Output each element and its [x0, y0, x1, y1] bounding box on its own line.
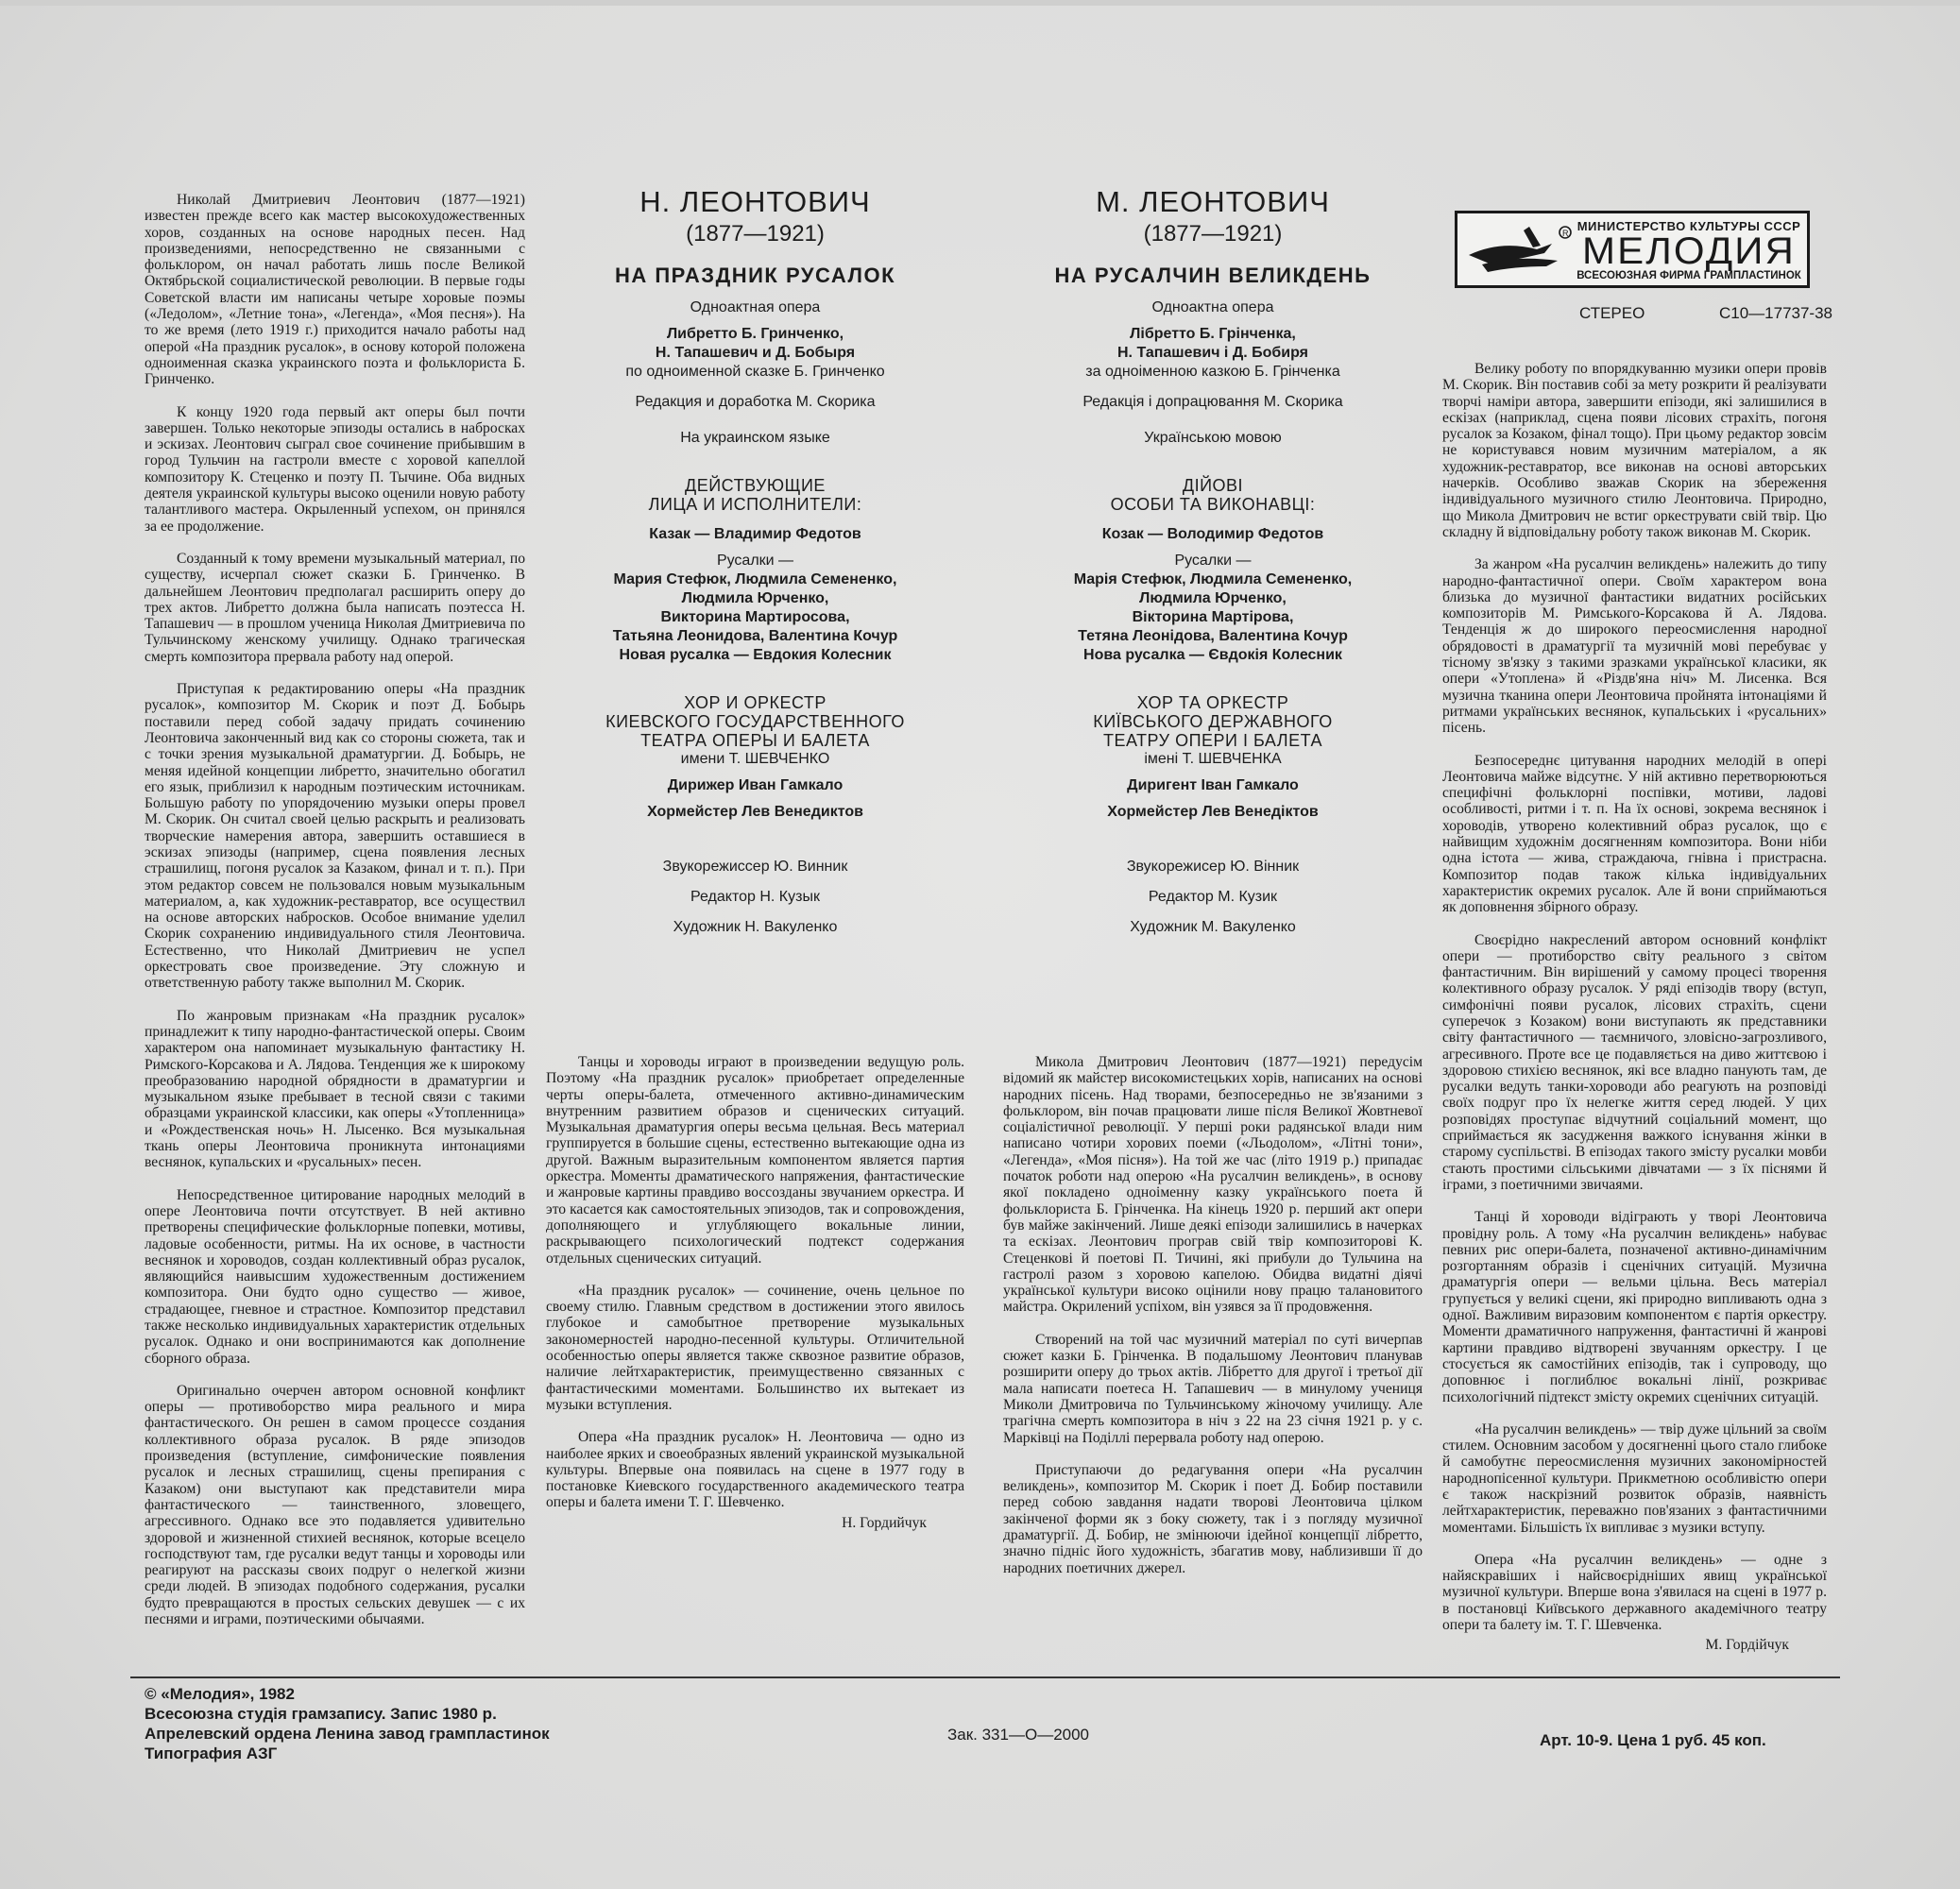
studio-line: Всесоюзна студія грамзапису. Запис 1980 р.	[145, 1705, 497, 1723]
essay-paragraph: Николай Дмитриевич Леонтович (1877—1921) известен прежде всего как мастер высокохудожественных хоров, созданных на основе народных песен. Над произведениями, непосредственно не связанными с фольклором, он начал работать лишь после Великой Октябрьской социалистической революции. В первые годы Советской власти им написаны четыре хоровые поэмы («Ледолом», «Летние тона», «Легенда», «Моя песня»). На то же время (лето 1919 г.) приходится начало работы над оперой «На праздник русалок», в основу которой положена одноименная сказка украинского поэта и фольклориста Б. Гринченко.	[145, 192, 525, 388]
essay-ukrainian-middle-column	[1003, 1054, 1423, 1576]
essay-signature: Н. Гордийчук	[842, 1514, 927, 1531]
cast-heading: ОСОБИ ТА ВИКОНАВЦІ:	[1110, 495, 1316, 514]
cast-line: Тетяна Леонідова, Валентина Кочур	[1078, 628, 1348, 644]
composer-name: М. ЛЕОНТОВИЧ	[1096, 185, 1330, 218]
conductor-line: Дирижер Иван Гамкало	[667, 777, 844, 793]
edition-line: Редакція і допрацювання М. Скорика	[1082, 394, 1343, 410]
crew-line: Редактор М. Кузик	[1148, 889, 1278, 905]
cast-line: Вікторина Мартірова,	[1132, 609, 1294, 625]
essay-russian-left-column	[145, 192, 525, 1627]
essay-paragraph: Непосредственное цитирование народных мелодий в опере Леонтовича почти отсутствует. В ней активно претворены специфические фольклорные попевки, мотивы, ладовые особенности, ритмы. На их основе, в частности веснянок и хороводов, создан коллективный образ русалок, являющийся наивысшим художественным достижением композитора. Они будто одно существо — живое, страдающее, гневное и страстное. Композитор представил также несколько индивидуальных характеристик отдельных русалок. Однако и они воспринимаются как дополнение сборного образа.	[145, 1186, 525, 1367]
essay-paragraph: Микола Дмитрович Леонтович (1877—1921) передусім відомий як майстер високомистецьких хорів, написаних на основі народних пісень. Над творами, безпосередньо не зв'язаними з фольклором, він почав працювати лише після Великої Жовтневої соціалістичної революції. У перші роки радянської влади ним написано чотири хорових поеми («Льодолом», «Літні тони», «Легенда», «Моя пісня»). На той же час (літо 1919 р.) припадає початок роботи над оперою «На русалчин великдень», в основу якої покладено одноіменну казку українського поета й фольклориста Б. Грінченка. На кінець 1920 р. перший акт опери був майже закінчений. Лише деякі епізоди залишились в начерках та ескізах. Леонтович програв свій твір композиторові К. Стеценкові й поетові П. Тичині, які прибули до Тульчина на гастролі разом з хоровою капелою. Обидва видатні діячі української культури високо оцінили нову працю талановитого майстра. Окрилений успіхом, він узявся за її продовження.	[1003, 1054, 1423, 1316]
opera-subtitle: Одноактная опера	[690, 299, 821, 315]
libretto-line: Н. Тапашевич и Д. Бобыря	[655, 345, 856, 361]
crew-line: Звукорежисер Ю. Вінник	[1126, 859, 1300, 875]
cast-line: Козак — Володимир Федотов	[1101, 526, 1324, 542]
crew-line: Художник Н. Вакуленко	[673, 919, 838, 935]
melodiya-logo	[1455, 211, 1810, 288]
essay-paragraph: Оригинально очерчен автором основной конфликт оперы — противоборство мира реального и мира фантастического. Он решен в самом процессе создания коллективного образа русалок. В ряде эпизодов произведения (вступление, симфонические появления русалок и лесных страшилищ, сцены препирания с Казаком) они выступают как представители мира фантастического — таинственного, зловещего, агрессивного. Однако все это подавляется удивительно здоровой и жизненной стихией веснянок, которые всецело господствуют там, где русалки ведут танцы и хороводы или реагируют на рассказы своих подруг о нелегкой жизни среди людей. В эпизодах подобного содержания, русалки будто превращаются в простых сельских девушек — с их песнями и играми, поэтическими обычаями.	[145, 1382, 525, 1628]
conductor-line: Хормейстер Лев Венедіктов	[1107, 804, 1319, 820]
cast-line: Казак — Владимир Федотов	[649, 526, 861, 542]
crew-line: Редактор Н. Кузык	[690, 889, 820, 905]
choir-line: КИЇВСЬКОГО ДЕРЖАВНОГО	[1093, 712, 1333, 731]
cast-line: Мария Стефюк, Людмила Семененко,	[613, 571, 897, 587]
stereo-catalog	[1579, 304, 1832, 323]
cast-line: Новая русалка — Евдокия Колесник	[619, 647, 892, 663]
libretto-line: за одноіменною казкою Б. Грінченка	[1085, 364, 1340, 380]
choir-line: ТЕАТРУ ОПЕРИ І БАЛЕТА	[1102, 731, 1323, 750]
essay-ukrainian-right-column	[1442, 361, 1827, 1654]
logo-firm: ВСЕСОЮЗНАЯ ФИРМА ГРАМПЛАСТИНОК	[1577, 270, 1801, 281]
libretto-line: по одноименной сказке Б. Гринченко	[625, 364, 885, 380]
essay-paragraph: Танці й хороводи відіграють у творі Леонтовича провідну роль. А тому «На русалчин великдень» набуває певних рис опери-балета, позначеної активно-динамічним розгортанням образів і сценічних ситуацій. Музична драматургія опери — вельми цільна. Весь матеріал групується у великі сцени, які природно випливають одна з одної. Важливим виразовим компонентом є партія оркестру. Моменти драматичного напруження, фантастичні й жанрові картини правдиво відтворені звучанням оркестру. І це стосується як самостійних епізодів, так і супроводу, що доповнює і поглиблює вокальні лінії, розкриває психологічний підтекст змісту окремих сценічних ситуацій.	[1442, 1209, 1827, 1405]
edition-line: Редакция и доработка М. Скорика	[635, 394, 876, 410]
price-line: Арт. 10-9. Цена 1 руб. 45 коп.	[1540, 1731, 1766, 1749]
essay-paragraph: Приступая к редактированию оперы «На праздник русалок», композитор М. Скорик и поэт Д. Бобырь поставили перед собой задачу придать сочинению Леонтовича законченный вид как со стороны сюжета, так и с точки зрения музыкальной драматургии. Д. Бобырь, не меняя идейной концепции либретто, значительно обогатил его язык, приблизил к народным поэтическим источникам. Большую работу по упорядочению музыки оперы провел М. Скорик. Он считал своей целью раскрыть и реализовать творческие намерения автора, завершить оставшиеся в эскизах эпизоды (например, сцена появления лесных страшилищ, погоня русалок за Казаком, финал и т. п.). При этом редактор совсем не пользовался новым музыкальным материалом, а, как художник-реставратор, все осуществил на основе авторских набросков. Особое внимание уделил Скорик сохранению индивидуального стиля Леонтовича. Естественно, что Николай Дмитриевич не успел оркестровать свое произведение. Эту сложную и ответственную работу также выполнил М. Скорик.	[145, 681, 525, 992]
essay-paragraph: Велику роботу по впорядкуванню музики опери провів М. Скорик. Він поставив собі за мету розкрити й реалізувати творчі наміри автора, завершити епізоди, які залишилися в ескізах (наприклад, сцена появи лісових страхіть, погоня русалок за Козаком, фінал тощо). При цьому редактор зовсім не користувався новим музичним матеріалом, а як художник-реставратор, все виконав на основі авторських начерків. Особливо зважав Скорик на збереження індивідуального музичного стилю Леонтовича. Природно, що Микола Дмитрович не встиг оркеструвати свій твір. Цю складну й відповідальну роботу також виконав М. Скорик.	[1442, 361, 1827, 540]
order-number: Зак. 331—О—2000	[947, 1726, 1090, 1744]
composer-years: (1877—1921)	[686, 221, 825, 247]
choir-line: ХОР ТА ОРКЕСТР	[1136, 693, 1289, 712]
opera-title: НА РУСАЛЧИН ВЕЛИКДЕНЬ	[1054, 264, 1372, 287]
libretto-line: Лібретто Б. Грінченка,	[1130, 326, 1296, 342]
libretto-line: Н. Тапашевич і Д. Бобиря	[1117, 345, 1308, 361]
footer-imprint	[145, 1684, 550, 1763]
crew-line: Художник М. Вакуленко	[1130, 919, 1296, 935]
cast-line: Марія Стефюк, Людмила Семененко,	[1073, 571, 1353, 587]
essay-paragraph: Створений на той час музичний матеріал по суті вичерпав сюжет казки Б. Грінченка. В подальшому Леонтович планував розширити оперу до трьох актів. Лібретто для другої і третьої дії мала написати поетеса Н. Тапашевич — в минулому учениця Миколи Дмитровича по Тульчинському жіночому училищу. Але трагічна смерть композитора в ніч з 22 на 23 січня 1921 р. у с. Марківці на Поділлі перервала роботу над оперою.	[1003, 1331, 1423, 1446]
composer-name: Н. ЛЕОНТОВИЧ	[639, 185, 871, 218]
melodiya-emblem-icon	[1463, 217, 1577, 283]
opera-title: НА ПРАЗДНИК РУСАЛОК	[614, 264, 896, 287]
top-edge	[0, 0, 1960, 6]
essay-russian-middle-column	[546, 1054, 964, 1531]
composer-years: (1877—1921)	[1143, 221, 1283, 247]
conductor-line: Хормейстер Лев Венедиктов	[647, 804, 863, 820]
svg-text:R: R	[1562, 229, 1569, 238]
essay-paragraph: Созданный к тому времени музыкальный материал, по существу, исчерпал сюжет сказки Б. Гринченко. В дальнейшем Леонтович предполагал расширить оперу до трех актов. Либретто должна была написать поэтесса Н. Тапашевич — в прошлом ученица Николая Дмитриевича по Тульчинскому женскому училищу. Однако трагическая смерть композитора прервала работу над оперой.	[145, 550, 525, 665]
cast-line: Людмила Юрченко,	[681, 590, 829, 606]
plant-line: Апрелевский ордена Ленина завод грампластинок	[145, 1725, 550, 1743]
choir-line: імені Т. ШЕВЧЕНКА	[1144, 751, 1282, 767]
essay-paragraph: Танцы и хороводы играют в произведении ведущую роль. Поэтому «На праздник русалок» приобретает определенные черты оперы-балета, отмеченного активно-динамическим внутренним развитием образов и сценических ситуаций. Музыкальная драматургия оперы весьма цельная. Весь материал группируется в большие сцены, естественно вытекающие одна из другой. Важным выразительным компонентом является партия оркестра. Моменты драматического напряжения, фантастические и жанровые картины правдиво воссозданы звучанием оркестра. И это касается как самостоятельных эпизодов, так и сопровождения, дополняющего и углубляющего вокальные линии, раскрывающего психологический подтекст содержания отдельных сценических ситуаций.	[546, 1054, 964, 1267]
cast-line: Нова русалка — Євдокія Колесник	[1083, 647, 1342, 663]
cast-line: Русалки —	[1174, 553, 1252, 569]
credits-ukrainian	[1003, 185, 1423, 937]
essay-paragraph: Опера «На русалчин великдень» — одне з найяскравіших і найсвоєрідніших явищ української музичної культури. Вперше вона з'явилася на сцені в 1977 р. в постановці Київського державного академічного театру опери та балету ім. Т. Г. Шевченка.	[1442, 1551, 1827, 1634]
language-line: Українською мовою	[1144, 430, 1282, 446]
stereo-label: СТЕРЕО	[1579, 304, 1645, 322]
credits-russian	[546, 185, 964, 937]
essay-paragraph: Приступаючи до редагування опери «На русалчин великдень», композитор М. Скорик і поет Д. Бобир поставили перед собою завдання надати творові Леонтовича цілком закінченої форми як з боку сюжету, так і з погляду музичної драматургії. Д. Бобир, не змінюючи ідейної концепції лібретто, значно підніс його художність, збагатив мову, наблизивши її до народних поетичних джерел.	[1003, 1461, 1423, 1576]
essay-paragraph: Безпосереднє цитування народних мелодій в опері Леонтовича майже відсутнє. У ній активно перетворюються специфічні фольклорні поспівки, мотиви, ладові особливості, ритми і т. п. На їх основі, зокрема веснянок і хороводів, утворено колективний образ русалок, що є найвищим художнім досягненням композитора. Вони ніби одна істота — жива, страждаюча, гнівна і пристрасна. Композитор подав також кілька індивідуальних характеристик окремих русалок. Але й вони сприймаються як доповнення збірного образу.	[1442, 752, 1827, 916]
cast-heading: ЛИЦА И ИСПОЛНИТЕЛИ:	[648, 495, 862, 514]
cast-line: Татьяна Леонидова, Валентина Кочур	[612, 628, 898, 644]
libretto-line: Либретто Б. Гринченко,	[666, 326, 844, 342]
cast-line: Викторина Мартиросова,	[660, 609, 850, 625]
footer-rule	[130, 1676, 1840, 1678]
copyright: © «Мелодия», 1982	[145, 1685, 295, 1703]
cast-line: Людмила Юрченко,	[1139, 590, 1287, 606]
choir-line: КИЕВСКОГО ГОСУДАРСТВЕННОГО	[605, 712, 905, 731]
essay-paragraph: К концу 1920 года первый акт оперы был почти завершен. Только некоторые эпизоды остались в набросках и эскизах. Леонтович сыграл свое сочинение прибывшим в город Тульчин на гастроли вместе с хоровой капеллой композитору К. Стеценко и поэту П. Тычине. Оба видных деятеля украинской культуры высоко оценили новую работу талантливого мастера. Окрыленный успехом, он принялся за ее продолжение.	[145, 403, 525, 535]
essay-paragraph: Своєрідно накреслений автором основний конфлікт опери — протиборство світу реального з світом фантастичним. Він вирішений у самому процесі творення колективного образу русалок. У ряді епізодів твору (вступ, симфонічні появи русалок, лісових страхіть, сцени суперечок з Козаком) вони виступають як представники світу фантастичного — таємничого, зловісно-загрозливого, агресивного. Проте все це подавляється на диво життєвою і здоровою стихією веснянок, які все владно панують там, де русалки ведуть танки-хороводи або реагують на розповіді своїх подруг про їх нелегке життя серед людей. У цих розповідях проступає відчутний соціальний момент, що сприймається як засудження важкого існування жінки в старому суспільстві. В епізодах такого змісту русалки мовби стають простими сільськими дівчатами — з їх піснями й іграми, з поетичними звичаями.	[1442, 931, 1827, 1193]
print-line: Типография АЗГ	[145, 1744, 278, 1762]
cast-line: Русалки —	[716, 553, 794, 569]
opera-subtitle: Одноактна опера	[1151, 299, 1274, 315]
logo-brand: МЕЛОДИЯ	[1582, 230, 1796, 272]
catalog-number: С10—17737-38	[1718, 304, 1832, 322]
choir-line: ТЕАТРА ОПЕРЫ И БАЛЕТА	[640, 731, 870, 750]
crew-line: Звукорежиссер Ю. Винник	[662, 859, 848, 875]
language-line: На украинском языке	[680, 430, 830, 446]
essay-paragraph: По жанровым признакам «На праздник русалок» принадлежит к типу народно-фантастической оперы. Своим характером она напоминает музыкальную фантастику Н. Римского-Корсакова и А. Лядова. Тенденция же к широкому преобразованию народной обрядности в драматургии и музыкальном языке пребывает в тесной связи с такими образцами украинской классики, как оперы «Утопленница» и «Рождественская ночь» Н. Лысенко. Вся музыкальная ткань оперы Леонтовича проникнута интонациями веснянок, купальских и «русальных» песен.	[145, 1007, 525, 1171]
choir-line: имени Т. ШЕВЧЕНКО	[680, 751, 830, 767]
essay-paragraph: «На русалчин великдень» — твір дуже цільний за своїм стилем. Основним засобом у досягненні цього стало глибоке й самобутнє переосмислення музичних закономірностей народнопісенної культури. Прикметною особливістю опери є також наскрізний розвиток образів, наявність лейтхарактеристик, переважно пов'язаних з фантастичними моментами. Більшість їх випливає з музики вступу.	[1442, 1421, 1827, 1536]
cast-heading: ДІЙОВІ	[1182, 476, 1244, 495]
choir-line: ХОР И ОРКЕСТР	[684, 693, 827, 712]
logo-ministry: МИНИСТЕРСТВО КУЛЬТУРЫ СССР	[1577, 219, 1801, 233]
essay-paragraph: За жанром «На русалчин великдень» належить до типу народно-фантастичної опери. Своїм характером вона близька до музичної фантастики видатних російських композиторів М. Римського-Корсакова й А. Лядова. Тенденція ж до широкого переосмислення народної обрядовості в драматургії та музичній мові перебуває у тісному зв'язку з такими зразками української класики, як опери «Утоплена» й «Різдв'яна ніч» М. Лисенка. Вся музична тканина опери Леонтовича пройнята інтонаціями й ритмами українських веснянок, купальських і «русальних» пісень.	[1442, 556, 1827, 737]
essay-paragraph: «На праздник русалок» — сочинение, очень цельное по своему стилю. Главным средством в достижении этого явилось глубокое и самобытное претворение музыкальных закономерностей народно-песенной культуры. Отличительной особенностью оперы является также сквозное развитие образов, наличие лейтхарактеристик, преимущественно связанных с фантастическими моментами. Большинство их вытекает из музыки вступления.	[546, 1282, 964, 1413]
conductor-line: Диригент Іван Гамкало	[1127, 777, 1299, 793]
essay-paragraph: Опера «На праздник русалок» Н. Леонтовича — одно из наиболее ярких и своеобразных явлений украинской музыкальной культуры. Впервые она появилась на сцене в 1977 году в постановке Киевского государственного академического театра оперы и балета имени Т. Г. Шевченко.	[546, 1429, 964, 1511]
cast-heading: ДЕЙСТВУЮЩИЕ	[685, 476, 826, 495]
essay-signature: М. Гордійчук	[1705, 1637, 1789, 1654]
